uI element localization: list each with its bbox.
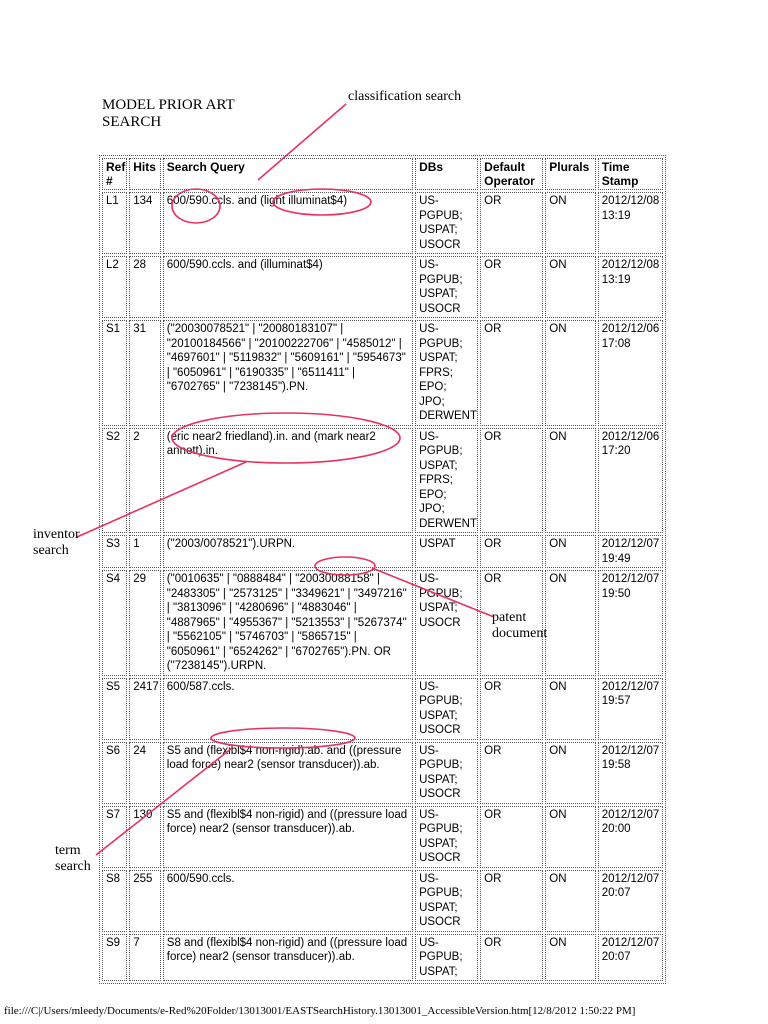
plurals-cell: ON: [545, 256, 595, 318]
query-cell: 600/590.ccls.: [163, 870, 413, 932]
timestamp-cell: 2012/12/07 19:50: [598, 570, 663, 676]
plurals-cell: ON: [545, 192, 595, 254]
ref-cell: S1: [102, 320, 127, 426]
ref-cell: L1: [102, 192, 127, 254]
hits-cell: 2417: [129, 678, 161, 740]
table-row: [102, 806, 663, 868]
patent-document-note: patent document: [492, 610, 548, 641]
timestamp-cell: 2012/12/08 13:19: [598, 192, 663, 254]
dbs-cell: US-PGPUB; USPAT; USOCR: [415, 256, 478, 318]
timestamp-cell: 2012/12/07 20:00: [598, 806, 663, 868]
table-row: [102, 192, 663, 254]
table-body: [102, 192, 663, 981]
table-row: [102, 934, 663, 982]
ref-cell: L2: [102, 256, 127, 318]
hits-cell: 130: [129, 806, 161, 868]
timestamp-cell: 2012/12/07 19:58: [598, 742, 663, 804]
hits-cell: 2: [129, 428, 161, 534]
column-header: Ref #: [102, 158, 127, 190]
plurals-cell: ON: [545, 806, 595, 868]
dbs-cell: US-PGPUB; USPAT; FPRS; EPO; JPO; DERWENT: [415, 320, 478, 426]
dbs-cell: US-PGPUB; USPAT; FPRS; EPO; JPO; DERWENT: [415, 428, 478, 534]
column-header: Plurals: [545, 158, 595, 190]
title-line-2: SEARCH: [102, 114, 162, 130]
table-row: [102, 320, 663, 426]
operator-cell: OR: [480, 742, 543, 804]
table-header-row: [102, 158, 663, 190]
timestamp-cell: 2012/12/07 19:49: [598, 535, 663, 568]
plurals-cell: ON: [545, 678, 595, 740]
table-row: [102, 570, 663, 676]
timestamp-cell: 2012/12/08 13:19: [598, 256, 663, 318]
plurals-cell: ON: [545, 535, 595, 568]
timestamp-cell: 2012/12/07 19:57: [598, 678, 663, 740]
column-header: Time Stamp: [598, 158, 663, 190]
plurals-cell: ON: [545, 934, 595, 982]
timestamp-cell: 2012/12/06 17:08: [598, 320, 663, 426]
ref-cell: S9: [102, 934, 127, 982]
ref-cell: S6: [102, 742, 127, 804]
operator-cell: OR: [480, 428, 543, 534]
dbs-cell: USPAT: [415, 535, 478, 568]
dbs-cell: US-PGPUB; USPAT; USOCR: [415, 570, 478, 676]
dbs-cell: US-PGPUB; USPAT; USOCR: [415, 870, 478, 932]
ref-cell: S3: [102, 535, 127, 568]
query-cell: ("2003/0078521").URPN.: [163, 535, 413, 568]
ref-cell: S8: [102, 870, 127, 932]
dbs-cell: US-PGPUB; USPAT;: [415, 934, 478, 982]
ref-cell: S4: [102, 570, 127, 676]
plurals-cell: ON: [545, 870, 595, 932]
query-cell: S5 and (flexibl$4 non-rigid) and ((pressure load force) near2 (sensor transducer)).ab.: [163, 806, 413, 868]
timestamp-cell: 2012/12/06 17:20: [598, 428, 663, 534]
hits-cell: 28: [129, 256, 161, 318]
plurals-cell: ON: [545, 428, 595, 534]
operator-cell: OR: [480, 320, 543, 426]
query-cell: (eric near2 friedland).in. and (mark near2 annett).in.: [163, 428, 413, 534]
operator-cell: OR: [480, 535, 543, 568]
operator-cell: OR: [480, 806, 543, 868]
column-header: Search Query: [163, 158, 413, 190]
file-path-footer: file:///C|/Users/mleedy/Documents/e-Red%20Folder/13013001/EASTSearchHistory.13013001_AccessibleVersion.htm[12/8/2012 1:50:22 PM]: [4, 1005, 636, 1017]
hits-cell: 255: [129, 870, 161, 932]
operator-cell: OR: [480, 256, 543, 318]
plurals-cell: ON: [545, 742, 595, 804]
operator-cell: OR: [480, 192, 543, 254]
column-header: DBs: [415, 158, 478, 190]
column-header: Hits: [129, 158, 161, 190]
ref-cell: S7: [102, 806, 127, 868]
hits-cell: 31: [129, 320, 161, 426]
dbs-cell: US-PGPUB; USPAT; USOCR: [415, 192, 478, 254]
hits-cell: 7: [129, 934, 161, 982]
ref-cell: S2: [102, 428, 127, 534]
table-row: [102, 535, 663, 568]
timestamp-cell: 2012/12/07 20:07: [598, 934, 663, 982]
operator-cell: OR: [480, 570, 543, 676]
operator-cell: OR: [480, 870, 543, 932]
query-cell: ("0010635" | "0888484" | "20030088158" | "2483305" | "2573125" | "3349621" | "3497216" | "3813096" | "4280696" | "4883046" | "4887965" | "4955367" | "5213553" | "5267374" | "5562105" | "5746703" | "5865715" | "6050961" | "6524262" | "6702765").PN. OR ("7238145").URPN.: [163, 570, 413, 676]
timestamp-cell: 2012/12/07 20:07: [598, 870, 663, 932]
hits-cell: 134: [129, 192, 161, 254]
document-title: [102, 97, 282, 131]
query-cell: S8 and (flexibl$4 non-rigid) and ((pressure load force) near2 (sensor transducer)).ab.: [163, 934, 413, 982]
table-row: [102, 256, 663, 318]
table-row: [102, 870, 663, 932]
ref-cell: S5: [102, 678, 127, 740]
dbs-cell: US-PGPUB; USPAT; USOCR: [415, 678, 478, 740]
table-row: [102, 428, 663, 534]
table-row: [102, 742, 663, 804]
table-row: [102, 678, 663, 740]
plurals-cell: ON: [545, 320, 595, 426]
plurals-cell: ON: [545, 570, 595, 676]
hits-cell: 1: [129, 535, 161, 568]
dbs-cell: US-PGPUB; USPAT; USOCR: [415, 742, 478, 804]
query-cell: 600/590.ccls. and (light illuminat$4): [163, 192, 413, 254]
term-search-note: term search: [55, 843, 91, 874]
hits-cell: 29: [129, 570, 161, 676]
operator-cell: OR: [480, 934, 543, 982]
query-cell: S5 and (flexibl$4 non-rigid).ab. and ((pressure load force) near2 (sensor transducer)).ab.: [163, 742, 413, 804]
hits-cell: 24: [129, 742, 161, 804]
search-history-table: [99, 155, 666, 984]
query-cell: 600/587.ccls.: [163, 678, 413, 740]
operator-cell: OR: [480, 678, 543, 740]
inventor-search-note: inventor search: [33, 527, 80, 558]
title-line-1: MODEL PRIOR ART: [102, 97, 235, 113]
column-header: Default Operator: [480, 158, 543, 190]
dbs-cell: US-PGPUB; USPAT; USOCR: [415, 806, 478, 868]
query-cell: 600/590.ccls. and (illuminat$4): [163, 256, 413, 318]
query-cell: ("20030078521" | "20080183107" | "20100184566" | "20100222706" | "4585012" | "4697601" | "5119832" | "5609161" | "5954673" | "6050961" | "6190335" | "6511411" | "6702765" | "7238145").PN.: [163, 320, 413, 426]
classification-search-note: classification search: [348, 89, 462, 104]
